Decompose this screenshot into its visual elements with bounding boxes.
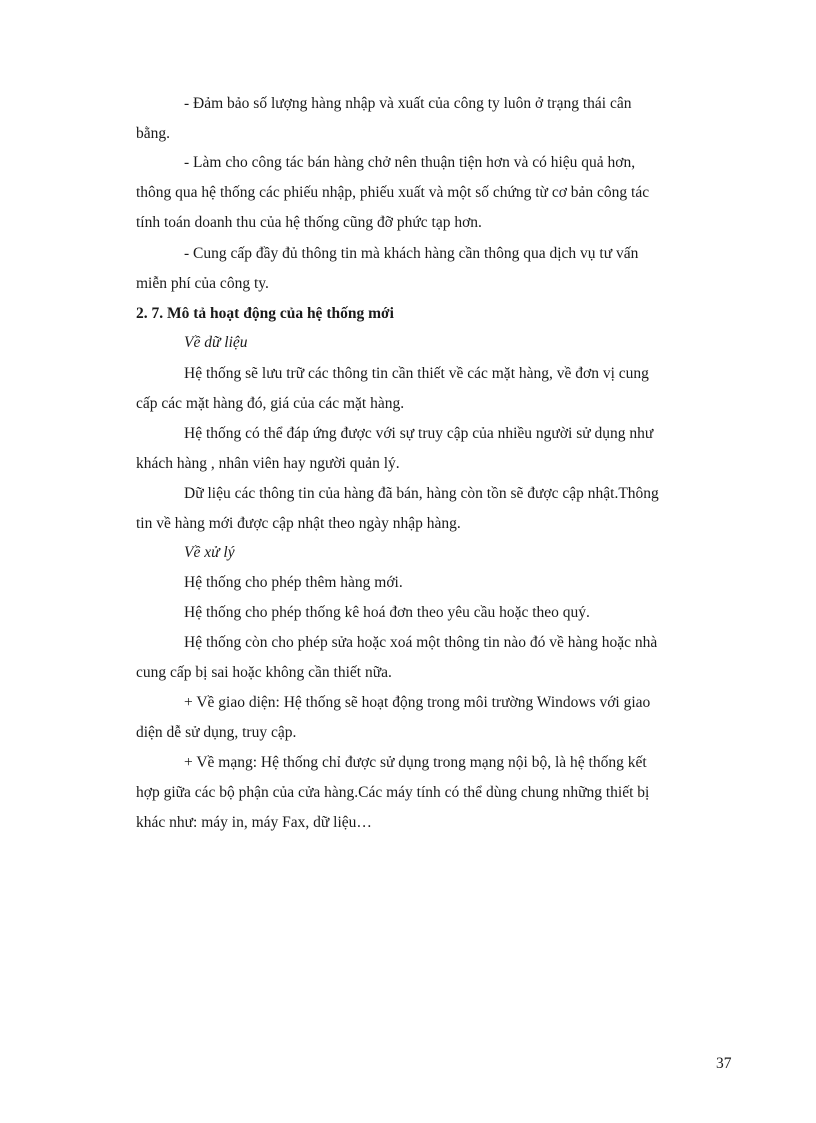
- paragraph-line: bằng.: [136, 125, 171, 142]
- processing-subheading: Về xử lý: [184, 544, 235, 561]
- paragraph-line: diện dễ sử dụng, truy cập.: [136, 724, 297, 741]
- paragraph-line: Hệ thống có thể đáp ứng được với sự truy cập của nhiều người sử dụng như: [184, 425, 654, 442]
- page-number: 37: [716, 1055, 732, 1072]
- paragraph-line: - Cung cấp đầy đủ thông tin mà khách hàng cần thông qua dịch vụ tư vấn: [184, 245, 639, 262]
- paragraph-line: - Đảm bảo số lượng hàng nhập và xuất của công ty luôn ở trạng thái cân: [184, 95, 632, 112]
- paragraph-line: Hệ thống còn cho phép sửa hoặc xoá một thông tin nào đó về hàng hoặc nhà: [184, 634, 658, 651]
- paragraph-line: Dữ liệu các thông tin của hàng đã bán, hàng còn tồn sẽ được cập nhật.Thông: [184, 485, 659, 502]
- paragraph-line: khách hàng , nhân viên hay người quản lý.: [136, 455, 400, 472]
- section-heading: 2. 7. Mô tả hoạt động của hệ thống mới: [136, 305, 394, 322]
- paragraph-line: Hệ thống cho phép thêm hàng mới.: [184, 574, 403, 591]
- paragraph-line: + Về giao diện: Hệ thống sẽ hoạt động trong môi trường Windows với giao: [184, 694, 651, 711]
- paragraph-line: cấp các mặt hàng đó, giá của các mặt hàng.: [136, 395, 405, 412]
- data-subheading: Về dữ liệu: [184, 334, 248, 351]
- paragraph-line: hợp giữa các bộ phận của cửa hàng.Các máy tính có thể dùng chung những thiết bị: [136, 784, 650, 801]
- paragraph-line: Hệ thống cho phép thống kê hoá đơn theo yêu cầu hoặc theo quý.: [184, 604, 590, 621]
- paragraph-line: thông qua hệ thống các phiếu nhập, phiếu xuất và một số chứng từ cơ bản công tác: [136, 184, 650, 201]
- paragraph-line: tin về hàng mới được cập nhật theo ngày nhập hàng.: [136, 515, 461, 532]
- paragraph-line: - Làm cho công tác bán hàng chở nên thuận tiện hơn và có hiệu quả hơn,: [184, 154, 636, 171]
- paragraph-line: cung cấp bị sai hoặc không cần thiết nữa.: [136, 664, 392, 681]
- paragraph-line: + Về mạng: Hệ thống chỉ được sử dụng trong mạng nội bộ, là hệ thống kết: [184, 754, 647, 771]
- paragraph-line: Hệ thống sẽ lưu trữ các thông tin cần thiết về các mặt hàng, về đơn vị cung: [184, 365, 649, 382]
- paragraph-line: khác như: máy in, máy Fax, dữ liệu…: [136, 814, 372, 831]
- paragraph-line: miễn phí của công ty.: [136, 275, 269, 292]
- paragraph-line: tính toán doanh thu của hệ thống cũng đỡ phức tạp hơn.: [136, 214, 482, 231]
